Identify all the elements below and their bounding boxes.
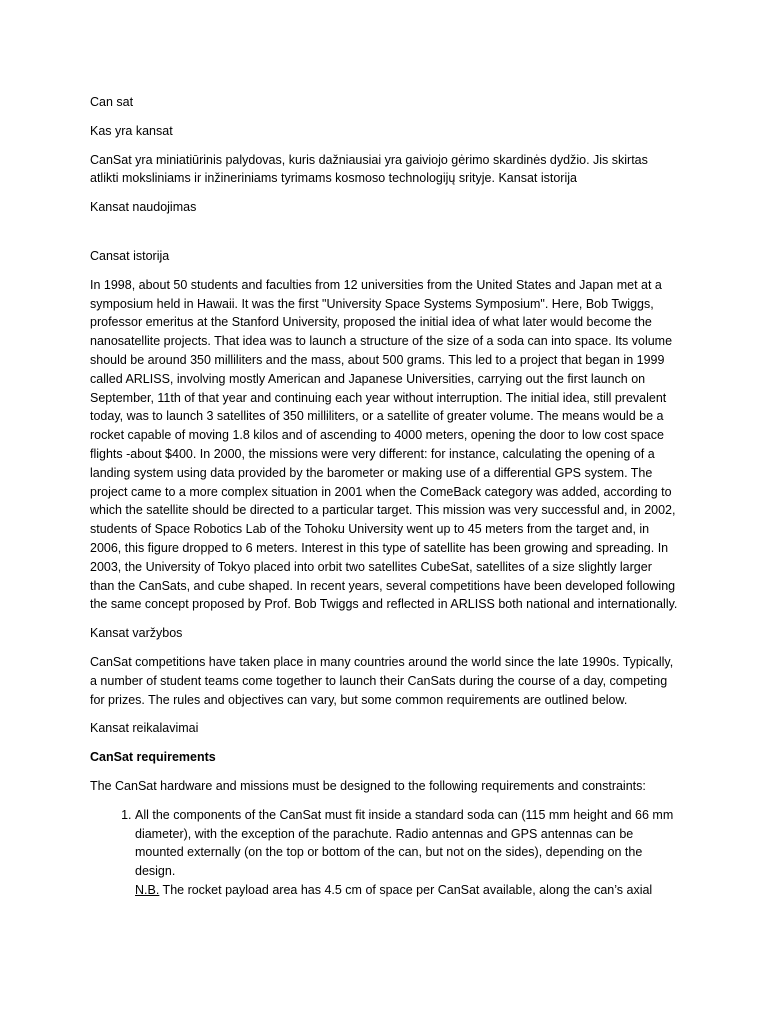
document-title: Can sat (90, 95, 134, 109)
section-heading-competitions: Kansat varžybos (90, 626, 183, 641)
section-heading-usage: Kansat naudojimas (90, 200, 197, 215)
blank-line (90, 227, 678, 247)
requirements-intro: The CanSat hardware and missions must be designed to the following requirements and constraints: (90, 778, 646, 793)
history-paragraph: In 1998, about 50 students and faculties from 12 universities from the United States and Japan met at a symposium held in Hawaii. It was the first "University Space Systems Symposium". Here, Bob Twiggs, professor emeritus at the Stanford University, proposed the initial idea of what later would become the nanosatellite projects. That idea was to launch a structure of the size of a soda can into space. Its volume should be around 350 milliliters and the mass, about 500 grams. This led to a project that began in 1999 called ARLISS, involving mostly American and Japanese Universities, carrying out the first launch on September, 11th of that year and continuing each year without interruption. The initial idea, still prevalent today, was to launch 3 satellites of 350 milliliters, or a satellite of greater volume. The means would be a rocket capable of moving 1.8 kilos and of ascending to 4000 meters, opening the door to low cost space flights -about $400. In 2000, the missions were very different: for instance, calculating the opening of a landing system using data provided by the barometer or making use of a differential GPS system. The project came to a more complex situation in 2001 when the ComeBack category was added, according to which the satellite should be directed to a particular target. This mission was very successful and, in 2002, students of Space Robotics Lab of the Tohoku University went up to 45 meters from the target and, in 2006, this figure dropped to 6 meters. Interest in this type of satellite has been growing and spreading. In 2003, the University of Tokyo placed into orbit two satellites CubeSat, satellites of a size slightly larger than the CanSats, and cube shaped. In recent years, several competitions have been developed following the same concept proposed by Prof. Bob Twiggs and reflected in ARLISS both national and internationally. (90, 277, 678, 612)
nb-text: The rocket payload area has 4.5 cm of space per CanSat available, along the can’s axial (159, 882, 653, 897)
nb-label: N.B. (135, 882, 160, 897)
requirements-list (90, 806, 678, 900)
competitions-paragraph: CanSat competitions have taken place in many countries around the world since the late 1990s. Typically, a number of student teams come together to launch their CanSats during the course of a day, competing for prizes. The rules and objectives can vary, but some common requirements are outlined below. (90, 654, 674, 707)
requirement-item (135, 806, 678, 900)
section-heading-what-is-cansat: Kas yra kansat (90, 123, 173, 138)
section-heading-history: Cansat istorija (90, 248, 170, 263)
requirement-text: All the components of the CanSat must fit inside a standard soda can (115 mm height and 66 mm diameter), with the exception of the parachute. Radio antennas and GPS antennas can be mounted externally (on the top or bottom of the can, but not on the sides), depending on the design. (135, 807, 674, 879)
section-heading-requirements: Kansat reikalavimai (90, 721, 199, 736)
intro-paragraph: CanSat yra miniatiūrinis palydovas, kuris dažniausiai yra gaiviojo gėrimo skardinės dydžio. Jis skirtas atlikti moksliniams ir inžineriniams tyrimams kosmoso technologijų srityje. Kansat istorija (90, 152, 648, 186)
requirements-heading: CanSat requirements (90, 750, 216, 765)
